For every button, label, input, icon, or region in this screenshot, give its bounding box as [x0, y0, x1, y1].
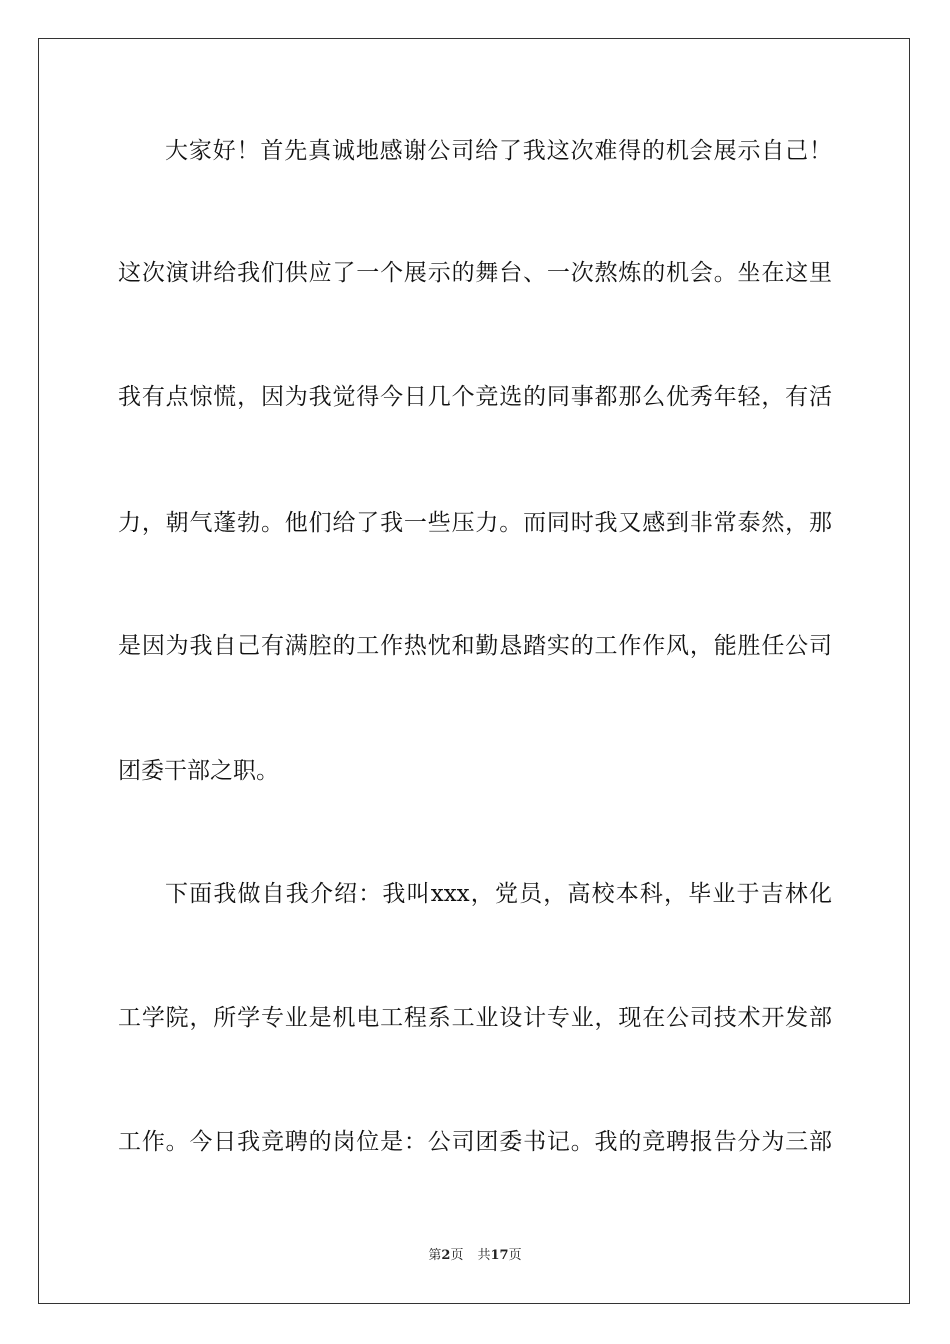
paragraph-2-line-2: 工学院，所学专业是机电工程系工业设计专业，现在公司技术开发部	[118, 1005, 832, 1031]
total-pages: 17	[490, 1248, 509, 1263]
page-footer	[0, 1247, 950, 1265]
paragraph-2-line-1: 下面我做自我介绍：我叫xxx，党员，高校本科，毕业于吉林化	[165, 881, 832, 907]
page-number: 2	[441, 1248, 451, 1263]
paragraph-1-line-5: 是因为我自己有满腔的工作热忱和勤恳踏实的工作作风，能胜任公司	[118, 633, 832, 659]
paragraph-1-line-4: 力，朝气蓬勃。他们给了我一些压力。而同时我又感到非常泰然，那	[118, 510, 832, 536]
page-suffix: 页	[450, 1248, 464, 1263]
paragraph-1-line-2: 这次演讲给我们供应了一个展示的舞台、一次熬炼的机会。坐在这里	[118, 260, 832, 286]
total-suffix: 页	[508, 1248, 522, 1263]
total-prefix: 共	[477, 1248, 491, 1263]
page-prefix: 第	[428, 1248, 442, 1263]
paragraph-2-line-3: 工作。今日我竞聘的岗位是：公司团委书记。我的竞聘报告分为三部	[118, 1129, 832, 1155]
paragraph-1-line-6: 团委干部之职。	[118, 758, 279, 784]
paragraph-1-line-1: 大家好！首先真诚地感谢公司给了我这次难得的机会展示自己！	[165, 138, 832, 164]
paragraph-1-line-3: 我有点惊慌，因为我觉得今日几个竞选的同事都那么优秀年轻，有活	[118, 384, 832, 410]
page-frame	[38, 38, 910, 1304]
